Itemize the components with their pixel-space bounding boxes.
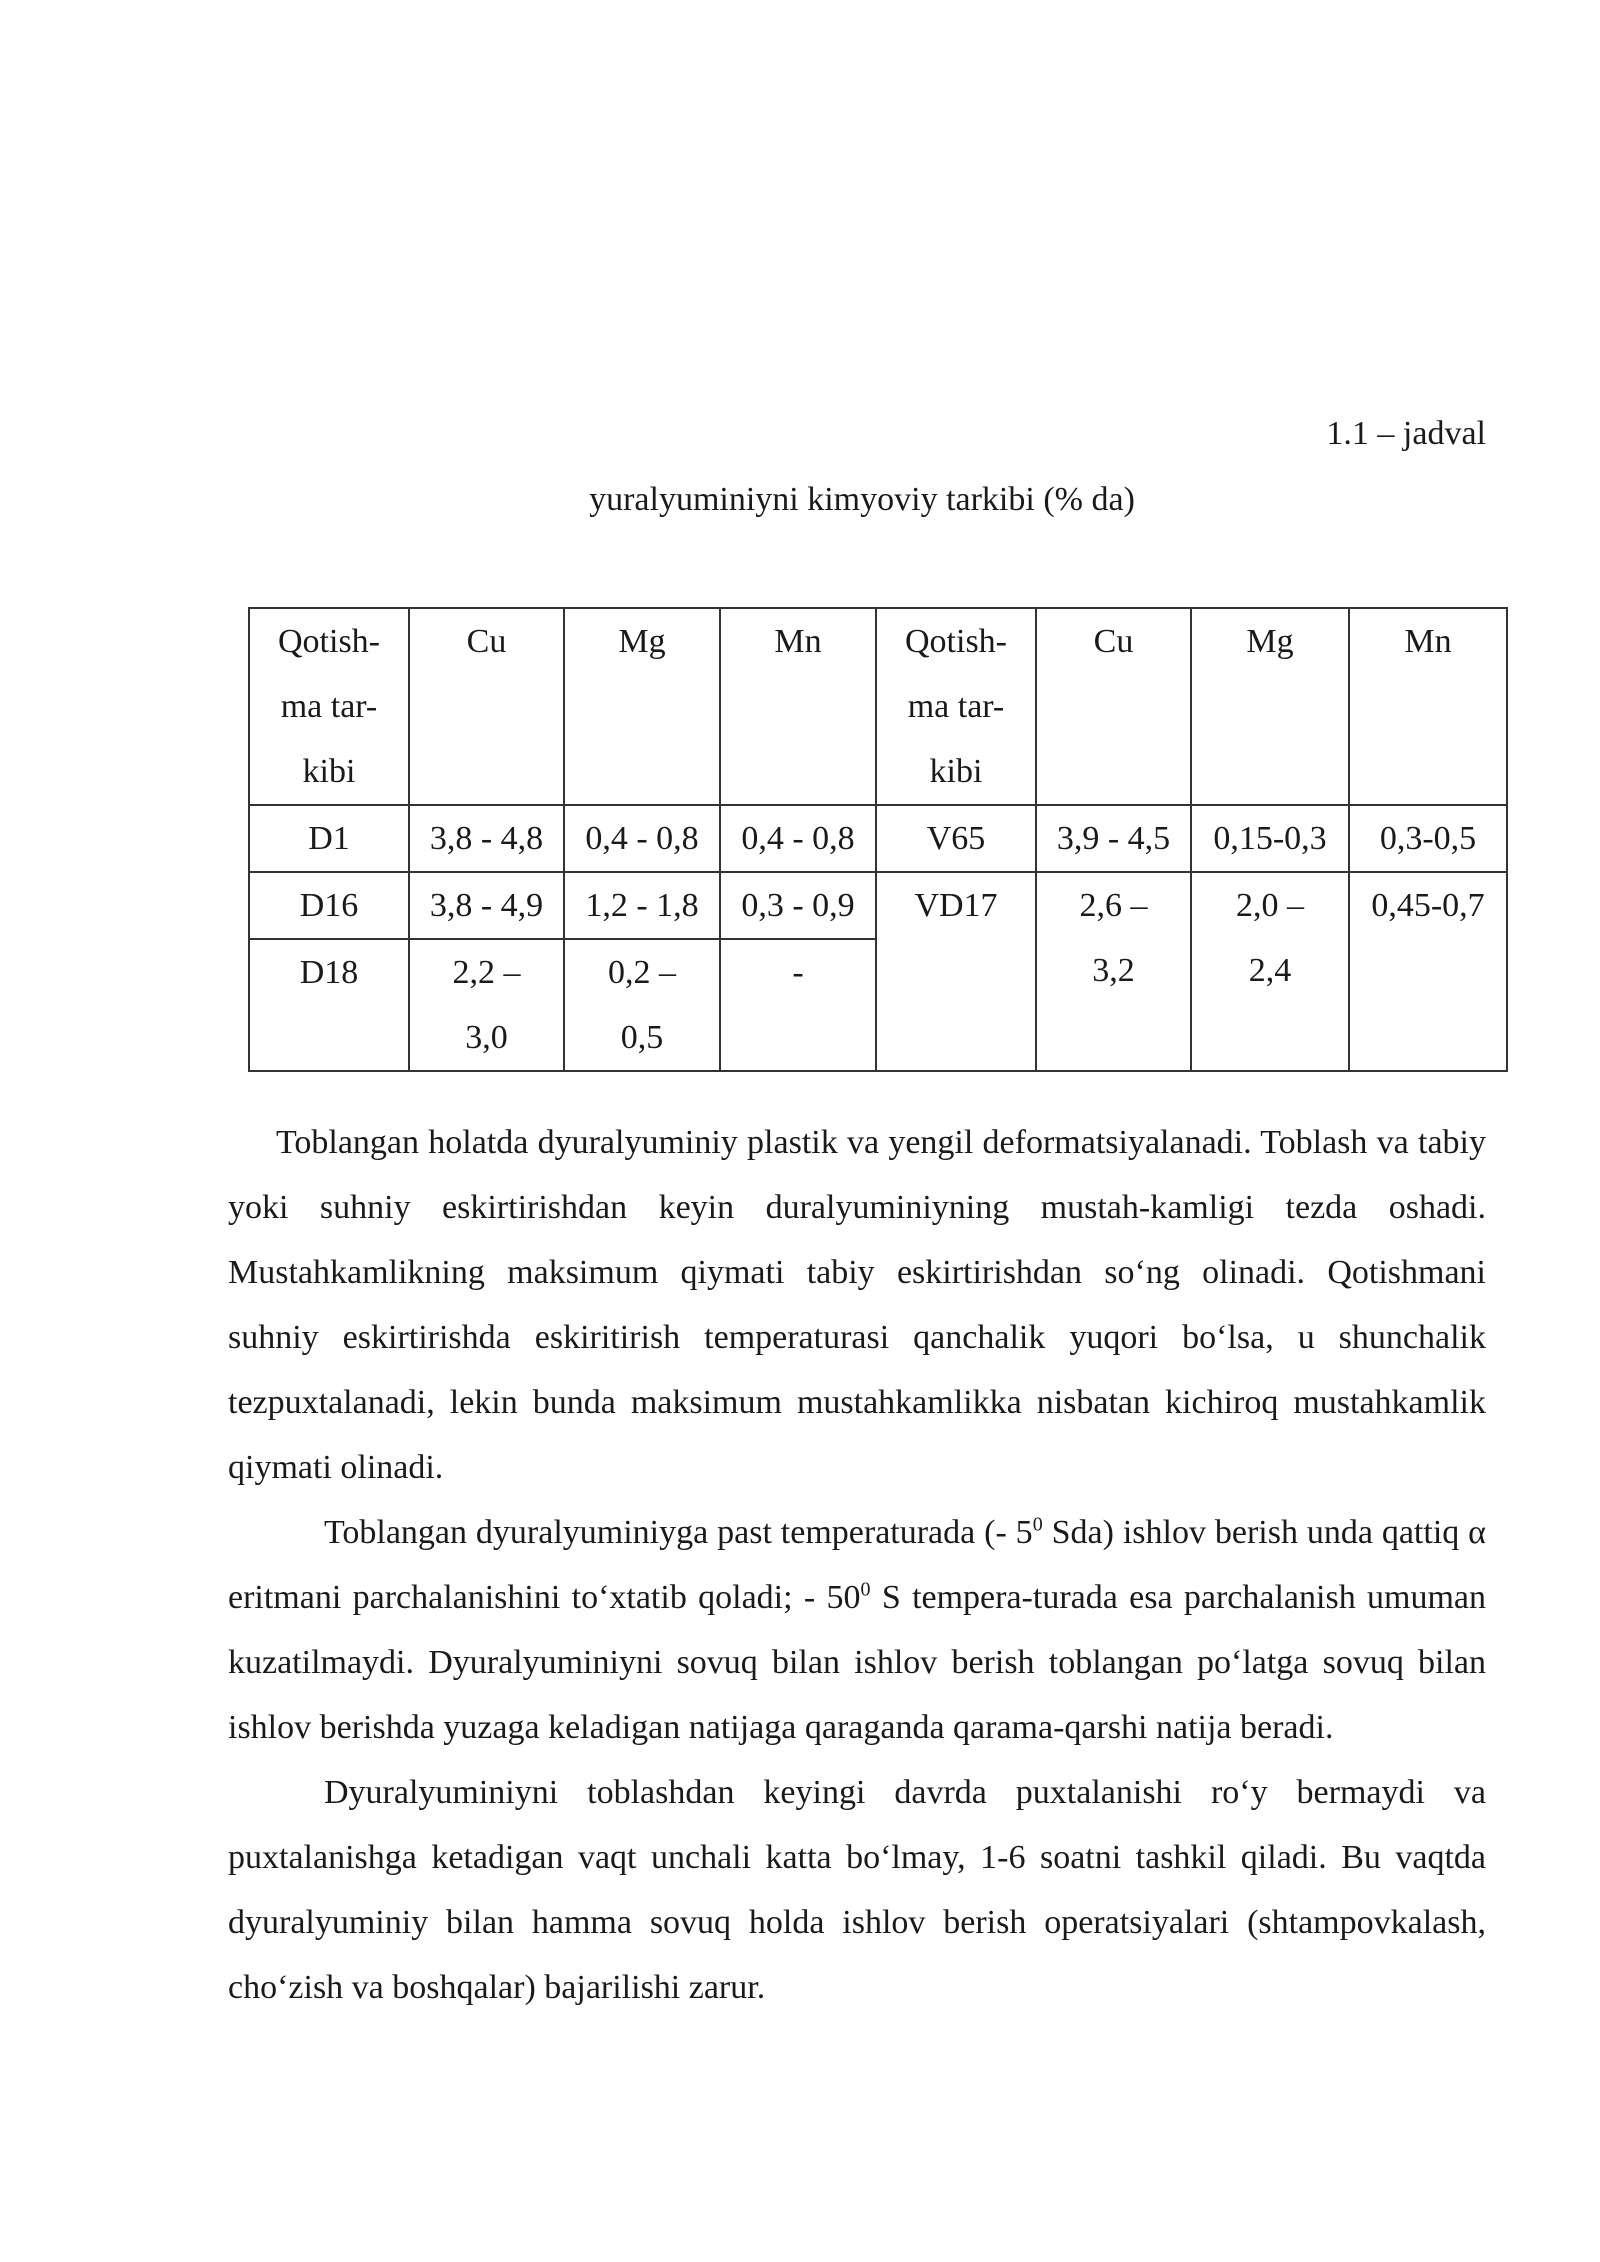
alloy-cell: V65 [876,805,1036,872]
cu-cell: 2,2 – 3,0 [409,939,564,1071]
paragraph [228,1500,1486,1760]
mn-cell: 0,3-0,5 [1349,805,1507,872]
paragraph: Dyuralyuminiyni toblashdan keyingi davrda puxtalanishi ro‘y bermaydi va puxtalanishga ketadigan vaqt unchali katta bo‘lmay, 1-6 soatni tashkil qiladi. Bu vaqtda dyuralyuminiy bilan hamma sovuq holda ishlov berish operatsiyalari (shtampovkalash, cho‘zish va boshqalar) bajarilishi zarur. [228,1774,1486,2006]
superscript: 0 [1032,1513,1043,1536]
header-mg-right: Mg [1191,608,1349,805]
table-row [249,805,1507,872]
alloy-cell: D18 [249,939,409,1071]
paragraph-text: S tempera-turada esa parchalanish umuman kuzatilmaydi. Dyuralyuminiyni sovuq bilan ishlov berish toblangan po‘latga sovuq bilan ishlov berishda yuzaga keladigan natijaga qaraganda qarama-qarshi natija beradi. [228,1579,1486,1746]
header-mn-left: Mn [720,608,876,805]
table-row [249,872,1507,939]
mn-cell: 0,45-0,7 [1349,872,1507,1071]
table-header-row [249,608,1507,805]
mg-cell: 1,2 - 1,8 [564,872,720,939]
mg-cell: 0,2 – 0,5 [564,939,720,1071]
header-mn-right: Mn [1349,608,1507,805]
cu-cell: 3,8 - 4,8 [409,805,564,872]
paragraph-text: Sda) ishlov berish unda qattiq α eritmani parchalanishini to‘xtatib qoladi; - 50 [228,1514,1486,1616]
superscript: 0 [860,1578,871,1601]
body-text [228,1110,1486,2020]
paragraph-text: Toblangan dyuralyuminiyga past temperaturada (- 5 [324,1514,1033,1551]
alloy-cell: D16 [249,872,409,939]
alloy-composition-table [248,607,1508,1072]
table-caption: yuralyuminiyni kimyoviy tarkibi (% da) [589,481,1135,518]
header-mg-left: Mg [564,608,720,805]
header-alloy-right: Qotish-ma tar-kibi [876,608,1036,805]
mg-cell: 2,0 – 2,4 [1191,872,1349,1071]
mn-cell: - [720,939,876,1071]
cu-cell: 3,9 - 4,5 [1036,805,1191,872]
cu-cell: 3,8 - 4,9 [409,872,564,939]
alloy-cell: D1 [249,805,409,872]
header-cu-left: Cu [409,608,564,805]
mg-cell: 0,15-0,3 [1191,805,1349,872]
table-number-label: 1.1 – jadval [1326,415,1486,452]
cu-cell: 2,6 – 3,2 [1036,872,1191,1071]
mg-cell: 0,4 - 0,8 [564,805,720,872]
mn-cell: 0,4 - 0,8 [720,805,876,872]
header-alloy-left: Qotish-ma tar-kibi [249,608,409,805]
mn-cell: 0,3 - 0,9 [720,872,876,939]
header-cu-right: Cu [1036,608,1191,805]
paragraph: Toblangan holatda dyuralyuminiy plastik va yengil deformatsiyalanadi. Toblash va tabiy yoki suhniy eskirtirishdan keyin duralyuminiyning mustah-kamligi tezda oshadi. Mustahkamlikning maksimum qiymati tabiy eskirtirishdan so‘ng olinadi. Qotishmani suhniy eskirtirishda eskiritirish temperaturasi qanchalik yuqori bo‘lsa, u shunchalik tezpuxtalanadi, lekin bunda maksimum mustahkamlikka nisbatan kichiroq mustahkamlik qiymati olinadi. [228,1124,1486,1486]
alloy-cell: VD17 [876,872,1036,1071]
